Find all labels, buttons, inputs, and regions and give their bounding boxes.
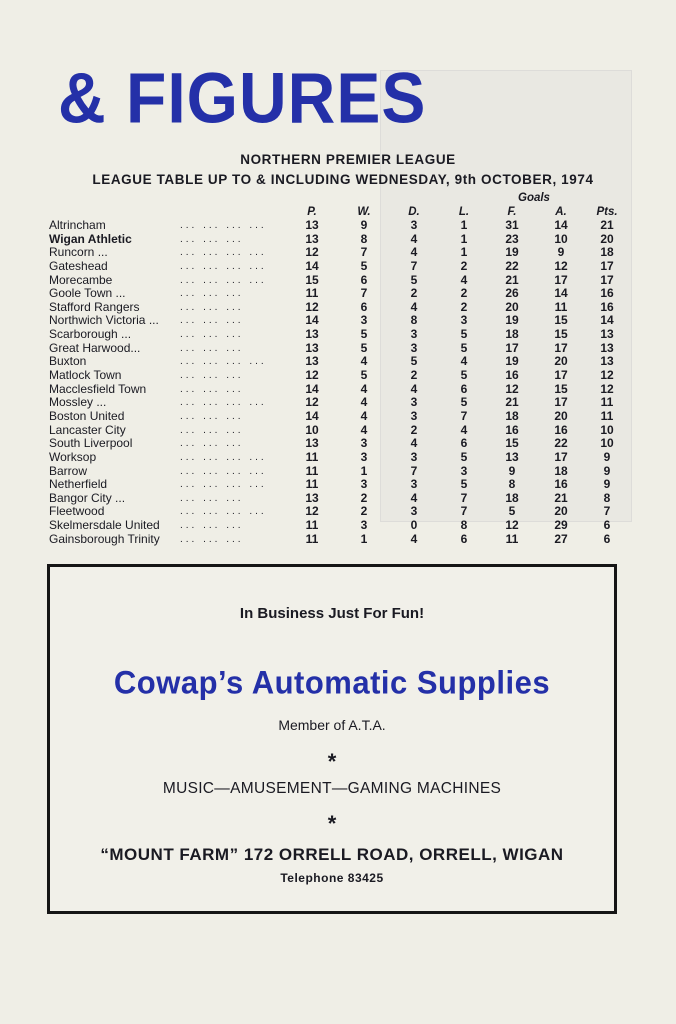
cell-goals-against: 11 (554, 299, 568, 314)
cell-played: 11 (305, 531, 319, 546)
col-header-points: Pts. (596, 206, 618, 218)
cell-played: 13 (305, 231, 319, 246)
cell-drawn: 3 (410, 340, 418, 355)
cell-won: 5 (360, 340, 368, 355)
cell-goals-against: 27 (554, 531, 568, 546)
cell-lost: 5 (460, 449, 468, 464)
cell-drawn: 7 (410, 258, 418, 273)
team-name: Goole Town ... (49, 286, 126, 301)
cell-goals-for: 19 (505, 245, 519, 260)
cell-played: 11 (305, 518, 319, 533)
cell-played: 14 (305, 408, 319, 423)
cell-goals-for: 16 (505, 368, 519, 383)
cell-points: 16 (600, 286, 614, 301)
cell-played: 12 (305, 299, 319, 314)
cell-goals-against: 18 (554, 463, 568, 478)
cell-won: 5 (360, 258, 368, 273)
cell-played: 12 (305, 245, 319, 260)
cell-lost: 2 (460, 286, 468, 301)
col-header-lost: L. (458, 206, 470, 218)
leader-dots: ... ... ... ... (180, 397, 267, 409)
cell-drawn: 2 (410, 286, 418, 301)
cell-goals-against: 17 (554, 368, 568, 383)
cell-played: 10 (305, 422, 319, 437)
team-name: Bangor City ... (49, 490, 126, 505)
cell-goals-for: 19 (505, 313, 519, 328)
leader-dots: ... ... ... (180, 383, 244, 395)
cell-goals-for: 21 (505, 395, 519, 410)
cell-lost: 6 (460, 531, 468, 546)
team-name: Netherfield (49, 477, 108, 492)
cell-goals-for: 12 (505, 381, 519, 396)
table-row (0, 219, 676, 233)
cell-points: 6 (603, 531, 611, 546)
leader-dots: ... ... ... (180, 370, 244, 382)
league-table (0, 219, 676, 546)
leader-dots: ... ... ... (180, 329, 244, 341)
table-row (0, 396, 676, 410)
cell-goals-for: 18 (505, 327, 519, 342)
cell-drawn: 3 (410, 408, 418, 423)
cell-played: 12 (305, 368, 319, 383)
leader-dots: ... ... ... ... (180, 465, 267, 477)
cell-points: 9 (603, 463, 611, 478)
cell-drawn: 2 (410, 368, 418, 383)
cell-goals-against: 17 (554, 340, 568, 355)
cell-goals-for: 19 (505, 354, 519, 369)
table-row (0, 301, 676, 315)
cell-goals-against: 16 (554, 422, 568, 437)
cell-lost: 5 (460, 477, 468, 492)
cell-goals-against: 17 (554, 272, 568, 287)
table-title: LEAGUE TABLE UP TO & INCLUDING WEDNESDAY, 9th OCTOBER, 1974 (92, 172, 594, 187)
table-row (0, 274, 676, 288)
cell-lost: 7 (460, 490, 468, 505)
cell-goals-against: 21 (554, 490, 568, 505)
cell-won: 4 (360, 354, 368, 369)
cell-lost: 1 (460, 231, 468, 246)
col-header-drawn: D. (408, 206, 420, 218)
leader-dots: ... ... ... (180, 233, 244, 245)
cell-won: 6 (360, 272, 368, 287)
col-header-for: F. (507, 206, 517, 218)
cell-goals-for: 26 (505, 286, 519, 301)
cell-lost: 5 (460, 368, 468, 383)
cell-goals-for: 17 (505, 340, 519, 355)
team-name: Altrincham (49, 218, 106, 232)
cell-drawn: 3 (410, 218, 418, 232)
team-name: Scarborough ... (49, 327, 132, 342)
cell-points: 12 (600, 381, 614, 396)
table-row (0, 369, 676, 383)
table-row (0, 505, 676, 519)
table-row (0, 342, 676, 356)
cell-goals-against: 20 (554, 408, 568, 423)
cell-played: 11 (305, 286, 319, 301)
cell-points: 18 (600, 245, 614, 260)
cell-drawn: 3 (410, 477, 418, 492)
cell-points: 11 (600, 395, 614, 410)
ad-address: “MOUNT FARM” 172 ORRELL ROAD, ORRELL, WIGAN (100, 845, 564, 864)
cell-goals-for: 11 (505, 531, 519, 546)
leader-dots: ... ... ... ... (180, 247, 267, 259)
cell-goals-for: 23 (505, 231, 519, 246)
cell-points: 9 (603, 477, 611, 492)
cell-drawn: 3 (410, 504, 418, 519)
cell-goals-against: 15 (554, 327, 568, 342)
cell-points: 12 (600, 368, 614, 383)
cell-goals-against: 10 (554, 231, 568, 246)
leader-dots: ... ... ... (180, 520, 244, 532)
team-name: Gateshead (49, 258, 108, 273)
cell-played: 15 (305, 272, 319, 287)
cell-goals-for: 31 (505, 218, 519, 232)
team-name: Runcorn ... (49, 245, 108, 260)
cell-won: 4 (360, 408, 368, 423)
cell-points: 13 (600, 354, 614, 369)
cell-goals-for: 15 (505, 436, 519, 451)
cell-won: 3 (360, 518, 368, 533)
cell-drawn: 3 (410, 449, 418, 464)
col-header-against: A. (555, 206, 567, 218)
cell-won: 3 (360, 477, 368, 492)
cell-goals-for: 16 (505, 422, 519, 437)
leader-dots: ... ... ... (180, 438, 244, 450)
cell-goals-against: 15 (554, 313, 568, 328)
cell-goals-for: 22 (505, 258, 519, 273)
cell-goals-against: 9 (557, 245, 565, 260)
team-name: South Liverpool (49, 436, 133, 451)
cell-won: 3 (360, 436, 368, 451)
cell-goals-for: 20 (505, 299, 519, 314)
cell-won: 4 (360, 422, 368, 437)
cell-lost: 5 (460, 395, 468, 410)
table-row (0, 355, 676, 369)
leader-dots: ... ... ... ... (180, 260, 267, 272)
team-name: Buxton (49, 354, 87, 369)
ad-tagline: In Business Just For Fun! (239, 605, 425, 622)
cell-points: 16 (600, 299, 614, 314)
cell-won: 9 (360, 218, 368, 232)
leader-dots: ... ... ... ... (180, 451, 267, 463)
cell-drawn: 4 (410, 231, 418, 246)
cell-goals-against: 14 (554, 218, 568, 232)
cell-drawn: 4 (410, 299, 418, 314)
cell-won: 3 (360, 449, 368, 464)
team-name: Mossley ... (49, 395, 107, 410)
leader-dots: ... ... ... ... (180, 274, 267, 286)
cell-drawn: 2 (410, 422, 418, 437)
cell-won: 2 (360, 490, 368, 505)
team-name: Northwich Victoria ... (49, 313, 159, 328)
leader-dots: ... ... ... ... (180, 506, 267, 518)
cell-points: 6 (603, 518, 611, 533)
cell-drawn: 3 (410, 327, 418, 342)
cell-goals-against: 22 (554, 436, 568, 451)
cell-won: 4 (360, 381, 368, 396)
cell-lost: 4 (460, 354, 468, 369)
cell-goals-against: 17 (554, 449, 568, 464)
table-row (0, 437, 676, 451)
leader-dots: ... ... ... (180, 315, 244, 327)
ad-telephone: Telephone 83425 (280, 871, 384, 885)
team-name: Great Harwood... (49, 340, 141, 355)
cell-points: 11 (600, 408, 614, 423)
cell-goals-against: 17 (554, 395, 568, 410)
cell-points: 14 (600, 313, 614, 328)
cell-points: 7 (603, 504, 611, 519)
page-heading: & FIGURES (58, 57, 427, 138)
cell-points: 13 (600, 327, 614, 342)
cell-points: 20 (600, 231, 614, 246)
cell-goals-for: 21 (505, 272, 519, 287)
cell-played: 13 (305, 327, 319, 342)
ad-membership: Member of A.T.A. (278, 717, 386, 733)
table-row (0, 260, 676, 274)
cell-goals-for: 9 (508, 463, 516, 478)
table-row (0, 287, 676, 301)
cell-drawn: 4 (410, 490, 418, 505)
cell-lost: 5 (460, 327, 468, 342)
cell-lost: 1 (460, 245, 468, 260)
cell-points: 10 (600, 422, 614, 437)
cell-goals-against: 14 (554, 286, 568, 301)
table-row (0, 492, 676, 506)
advertisement-box (47, 564, 617, 914)
cell-goals-for: 12 (505, 518, 519, 533)
cell-drawn: 4 (410, 381, 418, 396)
cell-played: 13 (305, 354, 319, 369)
cell-won: 1 (360, 531, 368, 546)
cell-points: 17 (600, 272, 614, 287)
cell-drawn: 5 (410, 354, 418, 369)
team-name: Boston United (49, 408, 125, 423)
team-name: Matlock Town (49, 368, 122, 383)
cell-drawn: 4 (410, 245, 418, 260)
cell-goals-against: 29 (554, 518, 568, 533)
table-row (0, 451, 676, 465)
cell-played: 14 (305, 381, 319, 396)
leader-dots: ... ... ... (180, 424, 244, 436)
table-row (0, 424, 676, 438)
team-name: Barrow (49, 463, 88, 478)
leader-dots: ... ... ... (180, 492, 244, 504)
cell-won: 1 (360, 463, 368, 478)
table-row (0, 314, 676, 328)
table-row (0, 246, 676, 260)
ad-star-divider: * (327, 749, 337, 774)
cell-goals-for: 18 (505, 490, 519, 505)
cell-drawn: 8 (410, 313, 418, 328)
cell-lost: 2 (460, 258, 468, 273)
cell-lost: 7 (460, 408, 468, 423)
cell-points: 10 (600, 436, 614, 451)
cell-played: 14 (305, 313, 319, 328)
cell-won: 5 (360, 327, 368, 342)
cell-played: 13 (305, 340, 319, 355)
cell-lost: 4 (460, 272, 468, 287)
cell-played: 12 (305, 395, 319, 410)
goals-label: Goals (518, 192, 550, 204)
team-name: Worksop (49, 449, 97, 464)
cell-goals-against: 12 (554, 258, 568, 273)
table-row (0, 328, 676, 342)
cell-played: 13 (305, 218, 319, 232)
cell-goals-against: 20 (554, 504, 568, 519)
cell-lost: 3 (460, 463, 468, 478)
leader-dots: ... ... ... (180, 410, 244, 422)
leader-dots: ... ... ... (180, 301, 244, 313)
leader-dots: ... ... ... ... (180, 220, 267, 231)
table-row (0, 233, 676, 247)
cell-drawn: 5 (410, 272, 418, 287)
col-header-played: P. (307, 206, 317, 218)
team-name: Wigan Athletic (49, 231, 132, 246)
cell-drawn: 4 (410, 436, 418, 451)
cell-lost: 6 (460, 381, 468, 396)
cell-played: 11 (305, 463, 319, 478)
table-row (0, 465, 676, 479)
cell-lost: 6 (460, 436, 468, 451)
cell-lost: 2 (460, 299, 468, 314)
team-name: Skelmersdale United (49, 518, 160, 533)
cell-points: 13 (600, 340, 614, 355)
table-row (0, 383, 676, 397)
cell-goals-for: 13 (505, 449, 519, 464)
cell-won: 3 (360, 313, 368, 328)
cell-goals-against: 20 (554, 354, 568, 369)
cell-played: 12 (305, 504, 319, 519)
team-name: Stafford Rangers (49, 299, 140, 314)
cell-lost: 5 (460, 340, 468, 355)
cell-won: 6 (360, 299, 368, 314)
cell-drawn: 7 (410, 463, 418, 478)
cell-played: 11 (305, 449, 319, 464)
cell-lost: 7 (460, 504, 468, 519)
leader-dots: ... ... ... (180, 533, 244, 545)
cell-won: 7 (360, 245, 368, 260)
cell-played: 11 (305, 477, 319, 492)
team-name: Lancaster City (49, 422, 126, 437)
col-header-won: W. (357, 206, 371, 218)
ad-machines: MUSIC—AMUSEMENT—GAMING MACHINES (162, 780, 502, 797)
team-name: Gainsborough Trinity (49, 531, 160, 546)
cell-points: 21 (600, 218, 614, 232)
cell-points: 9 (603, 449, 611, 464)
leader-dots: ... ... ... (180, 288, 244, 300)
cell-lost: 3 (460, 313, 468, 328)
table-row (0, 478, 676, 492)
cell-goals-for: 5 (508, 504, 516, 519)
cell-points: 8 (603, 490, 611, 505)
cell-won: 5 (360, 368, 368, 383)
leader-dots: ... ... ... ... (180, 356, 267, 368)
cell-won: 8 (360, 231, 368, 246)
table-row (0, 533, 676, 547)
cell-goals-against: 15 (554, 381, 568, 396)
cell-lost: 8 (460, 518, 468, 533)
cell-drawn: 4 (410, 531, 418, 546)
cell-won: 7 (360, 286, 368, 301)
table-row (0, 519, 676, 533)
cell-won: 4 (360, 395, 368, 410)
cell-drawn: 0 (410, 518, 418, 533)
cell-lost: 4 (460, 422, 468, 437)
team-name: Fleetwood (49, 504, 105, 519)
cell-won: 2 (360, 504, 368, 519)
ad-company-name: Cowap’s Automatic Supplies (113, 664, 551, 701)
team-name: Macclesfield Town (49, 381, 147, 396)
leader-dots: ... ... ... ... (180, 479, 267, 491)
league-title: NORTHERN PREMIER LEAGUE (240, 152, 456, 167)
cell-lost: 1 (460, 218, 468, 232)
cell-drawn: 3 (410, 395, 418, 410)
cell-played: 13 (305, 490, 319, 505)
leader-dots: ... ... ... (180, 342, 244, 354)
cell-points: 17 (600, 258, 614, 273)
team-name: Morecambe (49, 272, 113, 287)
cell-goals-for: 18 (505, 408, 519, 423)
cell-goals-against: 16 (554, 477, 568, 492)
table-row (0, 410, 676, 424)
ad-star-divider: * (327, 811, 337, 836)
cell-goals-for: 8 (508, 477, 516, 492)
cell-played: 13 (305, 436, 319, 451)
cell-played: 14 (305, 258, 319, 273)
